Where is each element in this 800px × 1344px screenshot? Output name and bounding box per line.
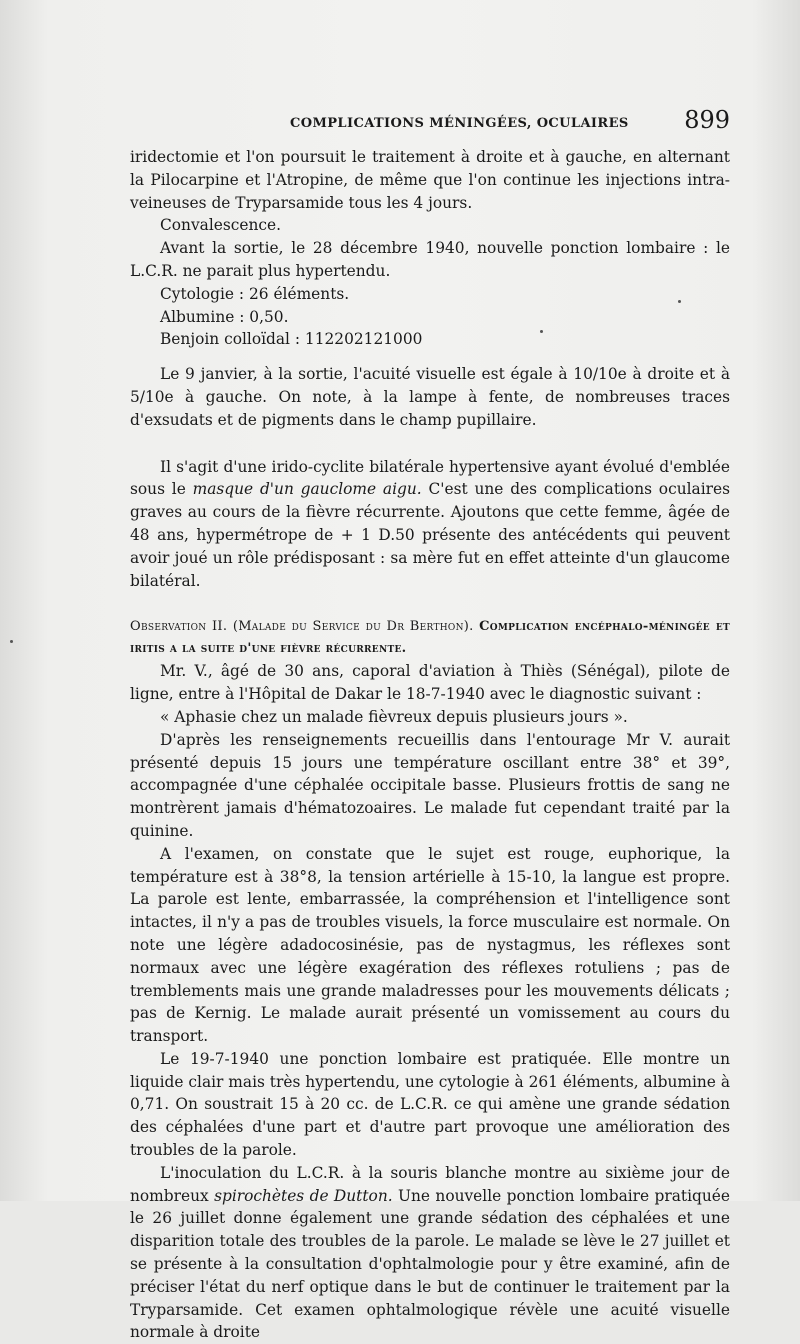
running-head: COMPLICATIONS MÉNINGÉES, OCULAIRES [290,116,629,131]
observation-title: Observation II. (Malade du Service du Dr Berthon). Complication encéphalo-méningée et iritis a la suite d'une fièvre récurrente. [130,619,730,657]
lab-result-benzoin: Benjoin colloïdal : 112202121000 [160,330,423,349]
lab-result-albumin: Albumine : 0,50. [160,307,289,326]
page-header [130,104,730,144]
print-speck [540,330,543,333]
paragraph: D'après les renseignements recueillis dans l'entourage Mr V. aurait présenté depuis 15 jours une température oscillant entre 38° et 39°, accompagnée d'une céphalée occipitale basse. Plusieurs frottis de sang ne montrèrent jamais d'hématozoaires. Le malade fut cependant traité par la quinine. [130,730,730,840]
body-text [130,146,730,1344]
print-speck [10,640,13,643]
paragraph: Convalescence. [160,216,282,235]
page-number: 899 [684,106,730,134]
paragraph: Le 9 janvier, à la sortie, l'acuité visuelle est égale à 10/10e à droite et à 5/10e à gauche. On note, à la lampe à fente, de nombreuses traces d'exsudats et de pigments dans le champ pupillaire. [130,365,730,429]
paragraph: Avant la sortie, le 28 décembre 1940, nouvelle ponction lombaire : le L.C.R. ne parait plus hypertendu. [130,239,730,280]
paragraph: A l'examen, on constate que le sujet est rouge, euphorique, la température est à 38°8, la tension artérielle à 15-10, la langue est propre. La parole est lente, embarrassée, la compréhension et l'intelligence sont intactes, il n'y a pas de troubles visuels, la force musculaire est normale. On note une légère adadocosinésie, pas de nystagmus, les réflexes sont normaux avec une légère exagération des réflexes rotuliens ; pas de tremblements mais une grande maladresses pour les mouvements délicats ; pas de Kernig. Le malade aurait présenté un vomissement au cours du transport. [130,844,730,1046]
paragraph: Mr. V., âgé de 30 ans, caporal d'aviation à Thiès (Sénégal), pilote de ligne, entre à l'Hôpital de Dakar le 18-7-1940 avec le diagnostic suivant : [130,662,730,704]
lab-result-cytology: Cytologie : 26 éléments. [160,284,350,303]
paragraph: iridectomie et l'on poursuit le traitement à droite et à gauche, en alternant la Pilocarpine et l'Atropine, de même que l'on continue les injections intra-veineuses de Tryparsamide tous les 4 jours. [130,148,730,212]
emphasis: masque d'un gauclome aigu. [192,480,422,499]
paragraph: Le 19-7-1940 une ponction lombaire est pratiquée. Elle montre un liquide clair mais très hypertendu, une cytologie à 261 éléments, albumine à 0,71. On soustrait 15 à 20 cc. de L.C.R. ce qui amène une grande sédation des céphalées d'une part et d'autre part provoque une amélioration des troubles de la parole. [130,1049,730,1160]
emphasis: spirochètes de Dutton. [214,1186,393,1205]
paragraph: L'inoculation du L.C.R. à la souris blanche montre au sixième jour de nombreux spirochètes de Dutton. Une nouvelle ponction lombaire pratiquée le 26 juillet donne également une grande sédation des céphalées et une disparition totale des troubles de la parole. Le malade se lève le 27 juillet et se présente à la consultation d'ophtalmologie pour y être examiné, afin de préciser l'état du nerf optique dans le but de continuer le traitement par la Tryparsamide. Cet examen ophtalmologique révèle une acuité visuelle normale à droite [130,1163,731,1342]
quotation: « Aphasie chez un malade fièvreux depuis plusieurs jours ». [160,707,628,726]
paragraph: Il s'agit d'une irido-cyclite bilatérale hypertensive ayant évolué d'emblée sous le masque d'un gauclome aigu. C'est une des complications oculaires graves au cours de la fièvre récurrente. Ajoutons que cette femme, âgée de 48 ans, hypermétrope de + 1 D.50 présente des antécédents qui peuvent avoir joué un rôle prédisposant : sa mère fut en effet atteinte d'un glaucome bilatéral. [130,457,730,590]
print-speck [678,300,681,303]
